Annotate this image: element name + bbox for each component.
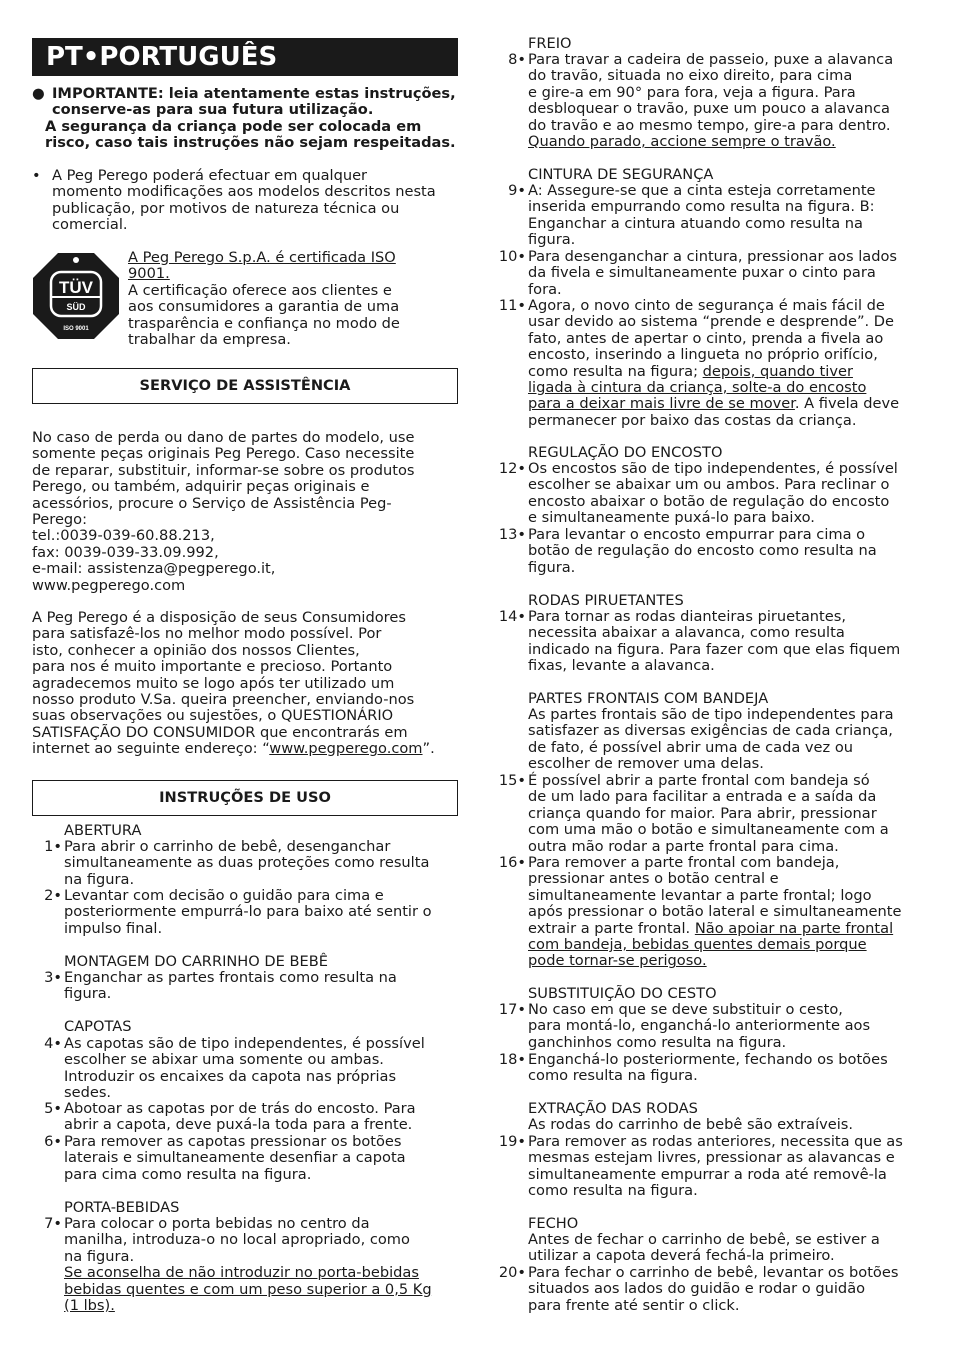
step-line: fato, antes de apertar o cinto, prenda a fivela ao <box>528 329 884 347</box>
step-line: como resulta na figura. <box>528 1182 698 1200</box>
iso-line: trasparência e confiança no modo de <box>128 314 400 332</box>
step-line: da fivela e simultaneamente puxar o cinto para <box>528 264 876 282</box>
tray-warning: extrair a parte frontal. Não apoiar na parte frontal com bandeja, bebidas quentes demais porque pode tornar-se perigoso. <box>528 919 894 970</box>
step-line: posteriormente empurrá-lo para baixo até sentir o <box>64 903 432 921</box>
logo-sub: SÜD <box>66 302 86 312</box>
step-number: 17• <box>498 1001 526 1018</box>
logo-iso: ISO 9001 <box>63 326 89 332</box>
step-line: É possível abrir a parte frontal com bandeja só <box>528 772 870 789</box>
step-text <box>528 298 926 364</box>
bullet-icon: ● <box>32 85 45 102</box>
step-number: 8• <box>508 51 526 68</box>
step-line: Enganchar as partes frontais como resulta na <box>64 969 397 986</box>
step-line: Introduzir os encaixes da capota nas próprias <box>64 1067 397 1085</box>
paragraph-line: suas observações ou sujestões, o QUESTIONÁRIO <box>32 707 394 725</box>
step-line: figura. <box>64 985 112 1003</box>
step-line: e simultaneamente puxá-lo para baixo. <box>528 509 815 527</box>
consumer-paragraph <box>32 610 458 758</box>
paragraph-line: para nos é muito importante e precioso. Portanto <box>32 658 393 676</box>
step-number: 11• <box>498 297 526 314</box>
heading-freio: FREIO <box>528 35 572 52</box>
heading-partes: PARTES FRONTAIS COM BANDEJA <box>528 690 769 707</box>
step-number: 6• <box>44 1133 62 1150</box>
step-line: Para travar a cadeira de passeio, puxe a alavanca <box>528 51 894 68</box>
page-title: PT•PORTUGUÊS <box>32 38 458 76</box>
partes-paragraph <box>528 707 926 773</box>
step-number: 9• <box>508 182 526 199</box>
step-text <box>64 1134 458 1183</box>
step-text <box>528 527 926 576</box>
step-line: Para remover as capotas pressionar os botões <box>64 1133 402 1150</box>
notice-line: IMPORTANTE: leia atentamente estas instruções, <box>52 85 456 102</box>
step-number: 19• <box>498 1133 526 1150</box>
step-line: escolher se abixar uma somente ou ambas. <box>64 1051 384 1069</box>
notice-line: A segurança da criança pode ser colocada em <box>45 117 422 135</box>
step-warning-line: Se aconselha de não introduzir no porta-bebidas <box>64 1264 419 1282</box>
paragraph-line: escolher de remover uma delas. <box>528 755 764 773</box>
step-line: de um lado para facilitar a entrada e a saída da <box>528 788 877 806</box>
step-line: necessita abaixar a alavanca, como resulta <box>528 624 845 642</box>
paragraph-line: de reparar, substituir, informar-se sobre os produtos <box>32 461 415 479</box>
step-line: impulso final. <box>64 919 163 937</box>
step-line: na figura. <box>64 1247 135 1265</box>
step-text <box>528 1134 926 1200</box>
step-line: simultaneamente levantar a parte frontal; logo <box>528 886 872 904</box>
step-line: Os encostos são de tipo independentes, é possível <box>528 460 898 477</box>
paragraph-line: nosso produto V.Sa. queira preencher, enviando-nos <box>32 691 415 709</box>
heading-substituicao: SUBSTITUIÇÃO DO CESTO <box>528 985 717 1002</box>
step-line: Para levantar o encosto empurrar para cima o <box>528 526 866 543</box>
fecho-paragraph <box>528 1232 926 1265</box>
paragraph-line: isto, conhecer a opinião dos nossos Clientes, <box>32 641 360 659</box>
paragraph-line: fax: 0039-039-33.09.992, <box>32 543 219 561</box>
service-section-title: SERVIÇO DE ASSISTÊNCIA <box>32 368 458 404</box>
step-line: escolher se abaixar um ou ambos. Para reclinar o <box>528 476 890 494</box>
notice-line: comercial. <box>52 216 128 234</box>
heading-rodas: RODAS PIRUETANTES <box>528 592 684 609</box>
step-line: encosto abaixar o botão de regulação do encosto <box>528 492 890 510</box>
step-line: simultaneamente as duas proteções como resulta <box>64 854 430 872</box>
step-line: No caso em que se deve substituir o cesto, <box>528 1001 843 1018</box>
paragraph-line: de fato, é possível abrir uma de cada vez ou <box>528 738 854 756</box>
step-text <box>528 1265 926 1314</box>
notice-line: publicação, por motivos de natureza técnica ou <box>52 199 400 217</box>
step-text <box>64 839 458 888</box>
iso-certification-text <box>128 250 458 348</box>
belt-note: como resulta na figura; depois, quando tiver ligada à cintura da criança, solte-a do encosto para a deixar mais livre de se mover. A fivela deve permanecer por baixo das costas da criança. <box>528 362 900 429</box>
paragraph-line: No caso de perda ou dano de partes do modelo, use <box>32 429 415 446</box>
step-line: fora. <box>528 280 562 298</box>
step-line: criança quando for maior. Para abrir, pressionar <box>528 804 877 822</box>
step-line: indicado na figura. Para fazer com que elas fiquem <box>528 640 901 658</box>
service-paragraph <box>32 430 458 594</box>
step-line: botão de regulação do encosto como resulta na <box>528 542 877 560</box>
website-link[interactable]: www.pegperego.com <box>269 740 423 758</box>
step-number: 20• <box>498 1264 526 1281</box>
heading-capotas: CAPOTAS <box>64 1018 132 1035</box>
step-warning-line: (1 lbs). <box>64 1297 115 1315</box>
iso-line: aos consumidores a garantia de uma <box>128 298 400 316</box>
heading-porta-bebidas: PORTA-BEBIDAS <box>64 1199 180 1216</box>
step-text <box>528 1002 926 1051</box>
step-line: Agora, o novo cinto de segurança é mais fácil de <box>528 297 885 314</box>
paragraph-line: Perego, ou também, adquirir peças originais e <box>32 478 370 496</box>
iso-line: trabalhar da empresa. <box>128 331 291 349</box>
step-line: mesmas estejam livres, pressionar as alavancas e <box>528 1149 895 1167</box>
step-warning-line: bebidas quentes e com um peso superior a 0,5 Kg <box>64 1280 432 1298</box>
step-line: para montá-lo, enganchá-lo anteriormente aos <box>528 1017 871 1035</box>
step-line: com uma mão o botão e simultaneamente com a <box>528 821 889 839</box>
heading-extracao: EXTRAÇÃO DAS RODAS <box>528 1100 698 1117</box>
iso-line: A certificação oferece aos clientes e <box>128 281 392 299</box>
step-line: do travão e ao mesmo tempo, gire-a para dentro. <box>528 116 891 134</box>
step-line: inserida empurrando como resulta na figura. B: <box>528 198 875 216</box>
heading-fecho: FECHO <box>528 1215 579 1232</box>
paragraph-line: SATISFAÇÃO DO CONSUMIDOR que encontrarás em <box>32 723 408 741</box>
heading-abertura: ABERTURA <box>64 822 142 839</box>
tuv-certification-logo <box>32 252 120 340</box>
paragraph-line: e-mail: assistenza@pegperego.it, <box>32 560 276 578</box>
step-line: outra mão rodar a parte frontal para cima. <box>528 837 839 855</box>
heading-cintura: CINTURA DE SEGURANÇA <box>528 166 714 183</box>
notice-line: conserve-as para sua futura utilização. <box>52 101 374 119</box>
paragraph-line: A Peg Perego é a disposição de seus Consumidores <box>32 609 406 626</box>
step-number: 14• <box>498 608 526 625</box>
step-number: 13• <box>498 526 526 543</box>
step-line: Para tornar as rodas dianteiras piruetantes, <box>528 608 846 625</box>
step-line: Para fechar o carrinho de bebê, levantar os botões <box>528 1264 899 1281</box>
step-line: na figura. <box>64 870 135 888</box>
step-text <box>528 1052 926 1085</box>
step-line: para cima como resulta na figura. <box>64 1165 312 1183</box>
step-number: 16• <box>498 854 526 871</box>
step-text <box>528 773 926 855</box>
notice-line: momento modificações aos modelos descritos nesta <box>52 183 436 201</box>
step-number: 3• <box>44 969 62 986</box>
paragraph-line: tel.:0039-039-60.88.213, <box>32 527 215 545</box>
step-text <box>64 970 458 1003</box>
step-line: Para abrir o carrinho de bebê, desenganchar <box>64 838 391 855</box>
step-line: laterais e simultaneamente desenfiar a capota <box>64 1149 406 1167</box>
step-text <box>64 1101 458 1134</box>
step-line: fixas, levante a alavanca. <box>528 657 715 675</box>
step-number: 1• <box>44 838 62 855</box>
step-text <box>528 183 926 249</box>
heading-regulacao: REGULAÇÃO DO ENCOSTO <box>528 444 723 461</box>
step-number: 2• <box>44 887 62 904</box>
step-line: Levantar com decisão o guidão para cima e <box>64 887 384 904</box>
step-line: como resulta na figura. <box>528 1067 698 1085</box>
iso-line: 9001. <box>128 265 170 283</box>
step-line: sedes. <box>64 1084 112 1102</box>
step-text <box>528 52 926 134</box>
step-text <box>64 888 458 937</box>
step-line: figura. <box>528 558 576 576</box>
paragraph-line: utilizar a capota deverá fechá-la primeiro. <box>528 1247 835 1265</box>
step-line: pressionar antes o botão central e <box>528 870 779 888</box>
step-line: Abotoar as capotas por de trás do encosto. Para <box>64 1100 416 1117</box>
step-line: situados aos lados do guidão e rodar o guidão <box>528 1280 866 1298</box>
paragraph-line: somente peças originais Peg Perego. Caso necessite <box>32 445 415 463</box>
step-number: 7• <box>44 1215 62 1232</box>
step-text <box>528 609 926 675</box>
step-text <box>528 249 926 298</box>
step-line: Para colocar o porta bebidas no centro da <box>64 1215 370 1232</box>
paragraph-line: para satisfazê-los no melhor modo possível. Por <box>32 625 382 643</box>
instructions-section-title: INSTRUÇÕES DE USO <box>32 780 458 816</box>
step-text <box>64 1216 458 1314</box>
step-line: Enganchar a cintura atuando como resulta na <box>528 214 863 232</box>
step-number: 5• <box>44 1100 62 1117</box>
paragraph-line: acessórios, procure o Serviço de Assistência Peg- <box>32 494 392 512</box>
extracao-paragraph: As rodas do carrinho de bebê são extraíveis. <box>528 1116 854 1133</box>
paragraph-line: Perego: <box>32 511 88 529</box>
step-line: Para remover as rodas anteriores, necessita que as <box>528 1133 903 1150</box>
step-line: abrir a capota, deve puxá-la toda para a frente. <box>64 1116 413 1134</box>
step-line: e gire-a em 90° para fora, veja a figura. Para <box>528 83 856 101</box>
paragraph-line: www.pegperego.com <box>32 576 186 594</box>
paragraph-line: internet ao seguinte endereço: “www.pegperego.com”. <box>32 740 435 758</box>
step-line: A: Assegure-se que a cinta esteja corretamente <box>528 182 876 199</box>
step-line: do travão, situada no eixo direito, para cima <box>528 67 853 85</box>
logo-text: TÜV <box>59 278 93 297</box>
paragraph-line: As partes frontais são de tipo independentes para <box>528 706 894 723</box>
step-text <box>528 461 926 527</box>
step-number: 10• <box>498 248 526 265</box>
step-line: ganchinhos como resulta na figura. <box>528 1033 787 1051</box>
step-line: desbloquear o travão, puxe um pouco a alavanca <box>528 100 890 118</box>
notice-line: A Peg Perego poderá efectuar em qualquer <box>52 167 368 184</box>
step-line: manilha, introduza-o no local apropriado, como <box>64 1231 410 1249</box>
iso-line: A Peg Perego S.p.A. é certificada ISO <box>128 249 396 266</box>
paragraph-line: Antes de fechar o carrinho de bebê, se estiver a <box>528 1231 880 1248</box>
notice-line: risco, caso tais instruções não sejam respeitadas. <box>45 134 456 152</box>
heading-montagem: MONTAGEM DO CARRINHO DE BEBÊ <box>64 953 328 970</box>
paragraph-line: agradecemos muito se logo após ter utilizado um <box>32 674 395 692</box>
step-number: 15• <box>498 772 526 789</box>
bullet-icon: • <box>32 167 41 184</box>
step-line: simultaneamente empurrar a roda até removê-la <box>528 1165 887 1183</box>
step-line: após pressionar o botão lateral e simultaneamente <box>528 903 902 921</box>
step-line: para frente até sentir o click. <box>528 1296 740 1314</box>
step-number: 18• <box>498 1051 526 1068</box>
step-text <box>64 1036 458 1102</box>
step-number: 12• <box>498 460 526 477</box>
step-number: 4• <box>44 1035 62 1052</box>
paragraph-line: satisfazer as diversas exigências de cada criança, <box>528 722 893 740</box>
step-line: Enganchá-lo posteriormente, fechando os botões <box>528 1051 888 1068</box>
step-text <box>528 855 926 921</box>
step-line: Para desenganchar a cintura, pressionar aos lados <box>528 248 898 265</box>
step-line: usar devido ao sistema “prende e desprende”. De <box>528 313 895 331</box>
step-line: encosto, inserindo a lingueta no próprio orifício, <box>528 346 878 364</box>
step-line: As capotas são de tipo independentes, é possível <box>64 1035 425 1052</box>
step-line: figura. <box>528 231 576 249</box>
brake-warning: Quando parado, accione sempre o travão. <box>528 133 836 150</box>
step-line: Para remover a parte frontal com bandeja, <box>528 854 840 871</box>
